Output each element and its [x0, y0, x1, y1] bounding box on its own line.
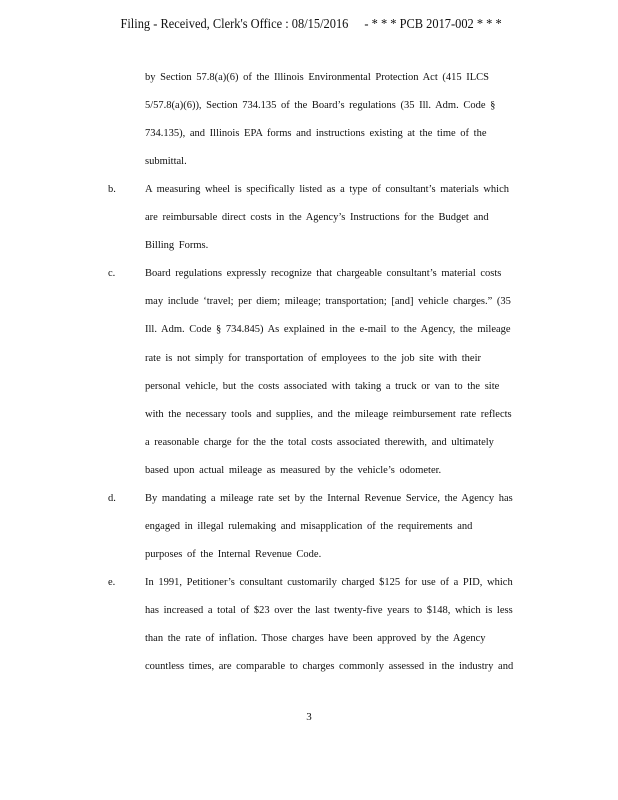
text-line: rate is not simply for transportation of employees to the job site with their — [145, 352, 481, 364]
text-line: with the necessary tools and supplies, and the mileage reimbursement rate reflects — [145, 408, 512, 420]
text-line: 5/57.8(a)(6)), Section 734.135 of the Board’s regulations (35 Ill. Adm. Code § — [145, 100, 496, 112]
page-number: 3 — [306, 711, 312, 723]
paragraph-marker: e. — [108, 576, 116, 588]
text-line: 734.135), and Illinois EPA forms and instructions existing at the time of the — [145, 128, 487, 140]
filing-received-stamp: Filing - Received, Clerk's Office : 08/15/2016 — [120, 16, 349, 31]
text-line: A measuring wheel is specifically listed as a type of consultant’s materials which — [145, 184, 509, 196]
filing-header — [27, 16, 596, 32]
text-line: by Section 57.8(a)(6) of the Illinois Environmental Protection Act (415 ILCS — [145, 72, 489, 83]
text-line: Billing Forms. — [145, 240, 209, 252]
text-line: purposes of the Internal Revenue Code. — [145, 548, 322, 560]
text-line: Board regulations expressly recognize that chargeable consultant’s material costs — [145, 268, 502, 280]
text-line: engaged in illegal rulemaking and misapplication of the requirements and — [145, 520, 473, 532]
text-line: In 1991, Petitioner’s consultant customarily charged $125 for use of a PID, which — [145, 576, 513, 588]
text-line: personal vehicle, but the costs associated with taking a truck or van to the site — [145, 380, 500, 392]
text-line: has increased a total of $23 over the last twenty-five years to $148, which is less — [145, 604, 513, 616]
text-line: may include ‘travel; per diem; mileage; transportation; [and] vehicle charges.” (35 — [145, 296, 511, 308]
text-line: are reimbursable direct costs in the Agency’s Instructions for the Budget and — [145, 212, 489, 224]
paragraph-marker: c. — [108, 268, 116, 280]
paragraph-marker: d. — [108, 492, 116, 504]
text-line: By mandating a mileage rate set by the Internal Revenue Service, the Agency has — [145, 492, 513, 504]
text-line: than the rate of inflation. Those charges have been approved by the Agency — [145, 633, 486, 644]
text-line: submittal. — [145, 156, 187, 168]
case-number: - * * * PCB 2017-002 * * * — [364, 16, 502, 31]
text-line: countless times, are comparable to charges commonly assessed in the industry and — [145, 661, 514, 673]
text-line: a reasonable charge for the the total costs associated therewith, and ultimately — [145, 436, 494, 448]
text-line: Ill. Adm. Code § 734.845) As explained in the e-mail to the Agency, the mileage — [145, 324, 511, 336]
paragraph-marker: b. — [108, 184, 116, 196]
text-line: based upon actual mileage as measured by the vehicle’s odometer. — [145, 464, 442, 476]
